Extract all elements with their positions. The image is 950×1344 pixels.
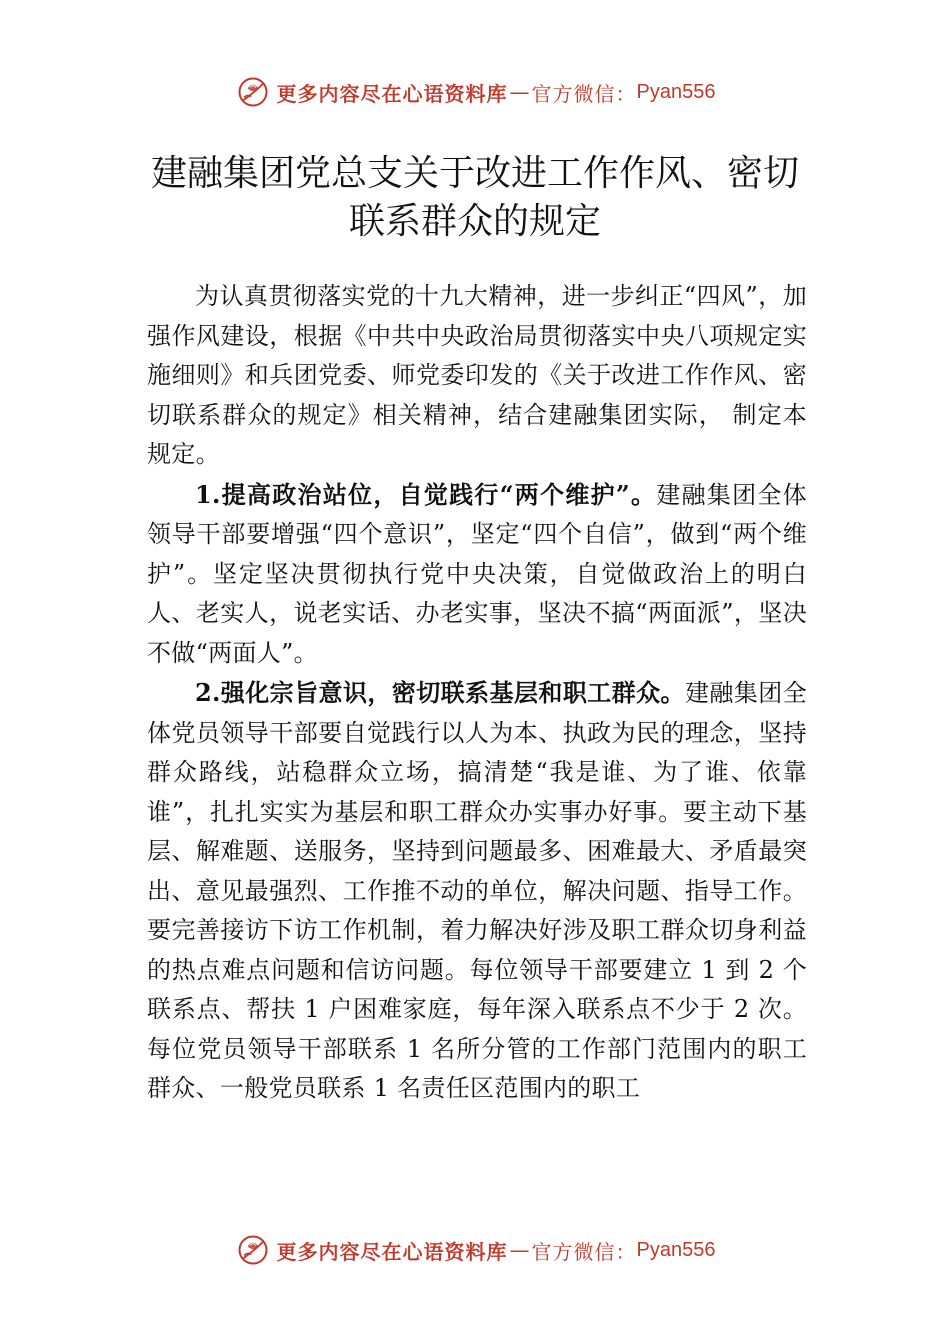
banner-brand-text: 更多内容尽在心语资料库 [276, 1239, 508, 1264]
banner-wechat-label: 官方微信： [531, 1239, 637, 1264]
footer-watermark-banner [0, 1230, 950, 1270]
paragraph-lead: 2.强化宗旨意识，密切联系基层和职工群众。 [195, 678, 685, 707]
paragraph-lead: 1.提高政治站位，自觉践行“两个维护”。 [195, 479, 657, 509]
document-title-line-1: 建融集团党总支关于改进工作作风、密切 [150, 153, 799, 194]
banner-dash: — [509, 1238, 530, 1262]
paragraph-text: 建融集团全体党员领导干部要自觉践行以人为本、执政为民的理念，坚持群众路线，站稳群众立场，搞清楚“我是谁、为了谁、依靠谁”，扎扎实实为基层和职工群众办实事办好事。要主动下基层、解难题、送服务，坚持到问题最多、困难最大、矛盾最突出、意见最强烈、工作推不动的单位，解决问题、指导工作。要完善接访下访工作机制，着力解决好涉及职工群众切身利益的热点难点问题和信访问题。每位领导干部要建立 1 到 2 个联系点、帮扶 1 户困难家庭，每年深入联系点不少于 2 次。每位党员领导干部联系 1 名所分管的工作部门范围内的职工群众、一般党员联系 1 名责任区范围内的职工 [147, 679, 808, 1102]
document-body [147, 276, 807, 1109]
paragraph-text: 建融集团全体领导干部要增强“四个意识”，坚定“四个自信”，做到“两个维护”。坚定坚决贯彻执行党中央决策，自觉做政治上的明白人、老实人，说老实话、办老实事，坚决不搞“两面派”，坚决不做“两面人”。 [147, 480, 807, 667]
document-title-line-2: 联系群众的规定 [348, 201, 601, 242]
header-watermark-banner [0, 72, 950, 112]
rose-logo-icon [235, 74, 271, 110]
banner-brand-text: 更多内容尽在心语资料库 [276, 81, 508, 106]
document-title [120, 150, 830, 246]
banner-wechat-account: Pyan556 [636, 1238, 716, 1261]
banner-dash: — [509, 80, 530, 104]
banner-wechat-account: Pyan556 [636, 80, 716, 103]
paragraph-item-2 [147, 673, 807, 1109]
paragraph-item-1 [147, 475, 807, 674]
rose-logo-icon [235, 1232, 271, 1268]
paragraph-intro [147, 276, 807, 475]
paragraph-text: 为认真贯彻落实党的十九大精神，进一步纠正“四风”，加强作风建设，根据《中共中央政治局贯彻落实中央八项规定实施细则》和兵团党委、师党委印发的《关于改进工作作风、密切联系群众的规定》相关精神，结合建融集团实际， 制定本规定。 [147, 282, 807, 468]
banner-wechat-label: 官方微信： [531, 81, 637, 106]
